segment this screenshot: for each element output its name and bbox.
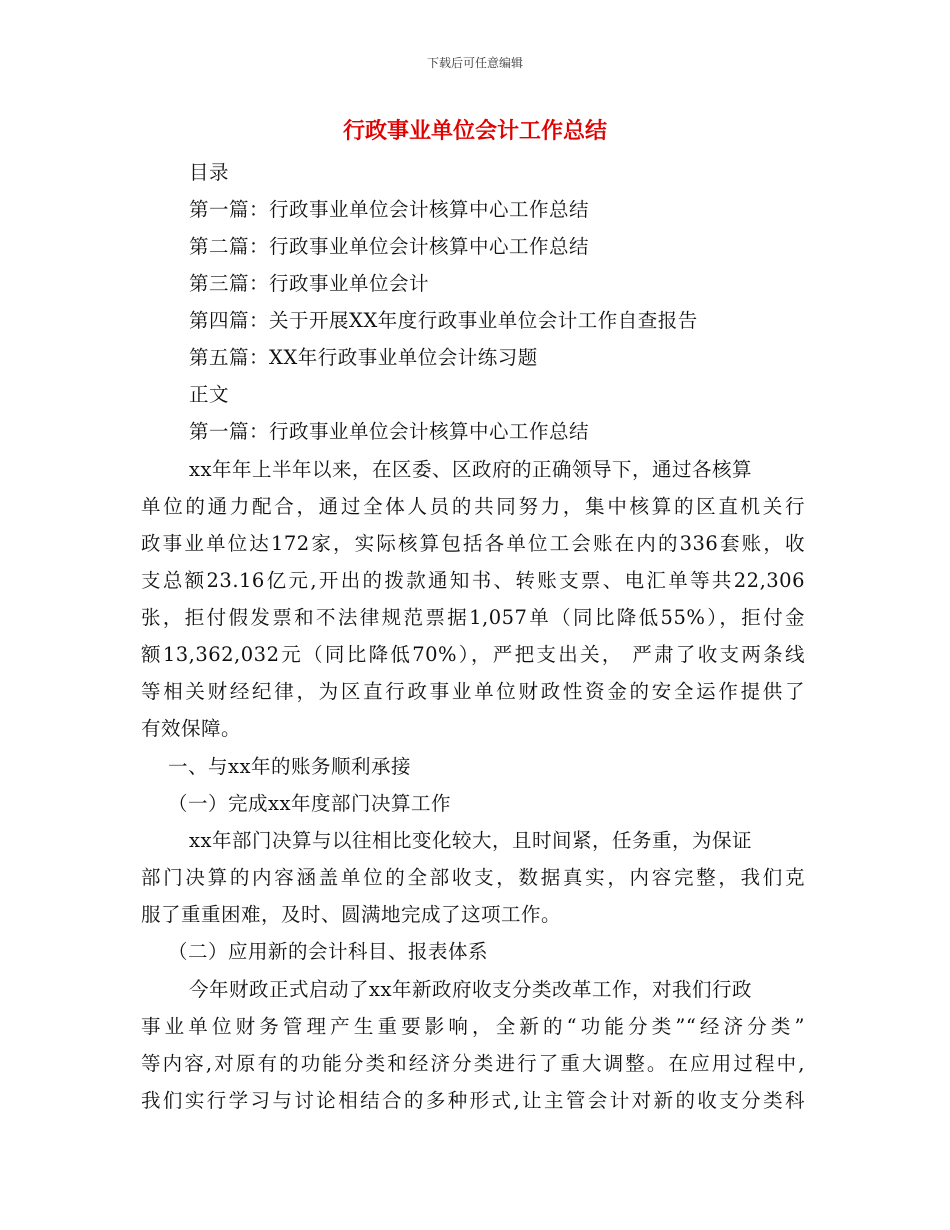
paragraph-line: 今年财政正式启动了xx年新政府收支分类改革工作，对我们行政 xyxy=(189,978,752,1001)
paragraph-line: 等相关财经纪律，为区直行政事业单位财政性资金的安全运作提供了 xyxy=(141,680,805,703)
paragraph-line: 政事业单位达172家，实际核算包括各单位工会账在内的336套账，收 xyxy=(141,532,805,555)
paragraph-line: 支总额23.16亿元,开出的拨款通知书、转账支票、电汇单等共22,306 xyxy=(141,569,805,592)
toc-item: 第五篇：XX年行政事业单位会计练习题 xyxy=(189,346,538,369)
paragraph-line: 部门决算的内容涵盖单位的全部收支，数据真实，内容完整，我们克 xyxy=(141,866,805,889)
header-note: 下载后可任意编辑 xyxy=(426,56,523,70)
subsection-heading: （一）完成xx年度部门决算工作 xyxy=(168,792,451,815)
article-title: 第一篇：行政事业单位会计核算中心工作总结 xyxy=(189,420,590,443)
paragraph-line: 服了重重困难，及时、圆满地完成了这项工作。 xyxy=(141,903,562,926)
paragraph-line: 我们实行学习与讨论相结合的多种形式,让主管会计对新的收支分类科 xyxy=(141,1089,805,1112)
main-heading: 正文 xyxy=(189,383,230,406)
paragraph-line: xx年部门决算与以往相比变化较大，且时间紧，任务重，为保证 xyxy=(189,829,752,852)
paragraph-line: 单位的通力配合，通过全体人员的共同努力，集中核算的区直机关行 xyxy=(141,495,805,518)
toc-item: 第三篇：行政事业单位会计 xyxy=(189,272,430,295)
section-heading: 一、与xx年的账务顺利承接 xyxy=(168,755,411,778)
toc-heading: 目录 xyxy=(189,161,230,184)
subsection-heading: （二）应用新的会计科目、报表体系 xyxy=(168,940,489,963)
paragraph-line: 等内容,对原有的功能分类和经济分类进行了重大调整。在应用过程中, xyxy=(141,1052,805,1075)
paragraph-line: 事业单位财务管理产生重要影响，全新的“功能分类”“经济分类” xyxy=(141,1015,805,1038)
paragraph-line: xx年年上半年以来，在区委、区政府的正确领导下，通过各核算 xyxy=(189,458,752,481)
toc-item: 第四篇：关于开展XX年度行政事业单位会计工作自查报告 xyxy=(189,309,698,332)
toc-item: 第一篇：行政事业单位会计核算中心工作总结 xyxy=(189,198,590,221)
paragraph-line: 有效保障。 xyxy=(141,717,242,740)
toc-item: 第二篇：行政事业单位会计核算中心工作总结 xyxy=(189,235,590,258)
document-title: 行政事业单位会计工作总结 xyxy=(342,119,607,144)
paragraph-line: 张，拒付假发票和不法律规范票据1,057单（同比降低55%），拒付金 xyxy=(141,606,805,629)
paragraph-line: 额13,362,032元（同比降低70%），严把支出关， 严肃了收支两条线 xyxy=(141,643,805,666)
